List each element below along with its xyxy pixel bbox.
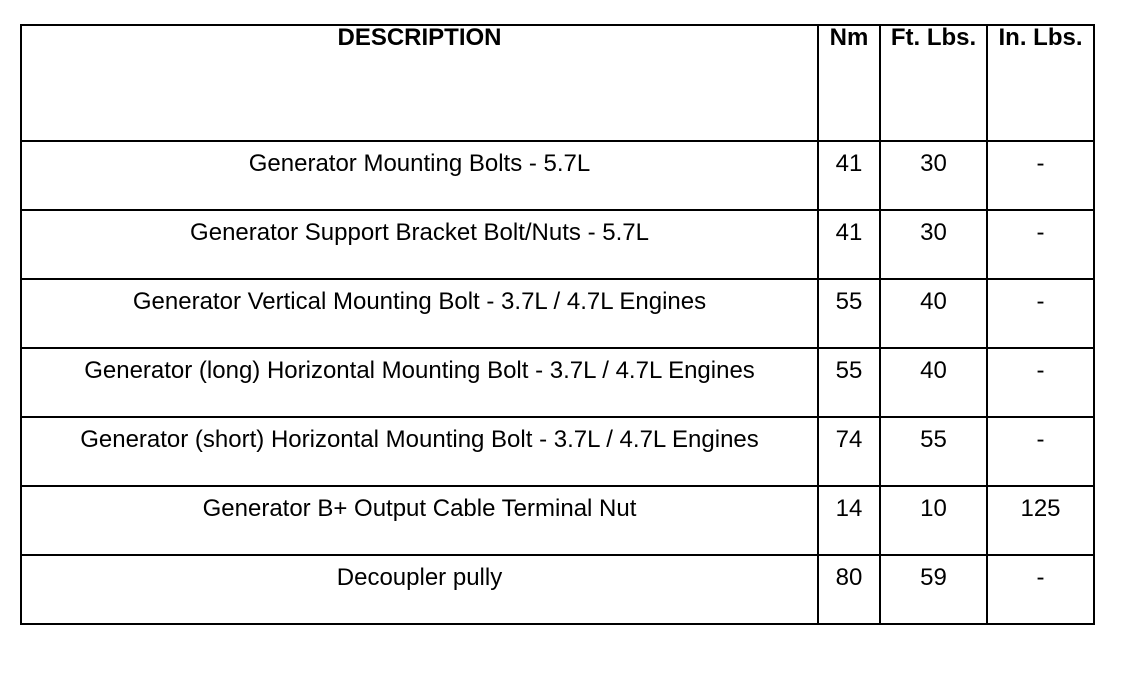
cell-in-lbs: - [987, 348, 1094, 417]
torque-spec-table [20, 24, 1095, 625]
cell-ft-lbs: 40 [880, 279, 987, 348]
cell-in-lbs: - [987, 141, 1094, 210]
cell-description: Generator Mounting Bolts - 5.7L [21, 141, 818, 210]
cell-in-lbs: - [987, 417, 1094, 486]
header-ft-lbs: Ft. Lbs. [880, 25, 987, 141]
cell-in-lbs: - [987, 555, 1094, 624]
cell-description: Generator B+ Output Cable Terminal Nut [21, 486, 818, 555]
cell-ft-lbs: 55 [880, 417, 987, 486]
header-description: DESCRIPTION [21, 25, 818, 141]
cell-ft-lbs: 40 [880, 348, 987, 417]
cell-description: Generator Support Bracket Bolt/Nuts - 5.7L [21, 210, 818, 279]
table-row [21, 210, 1094, 279]
cell-nm: 14 [818, 486, 880, 555]
cell-ft-lbs: 59 [880, 555, 987, 624]
cell-in-lbs: - [987, 210, 1094, 279]
cell-ft-lbs: 30 [880, 141, 987, 210]
cell-nm: 55 [818, 279, 880, 348]
cell-nm: 41 [818, 141, 880, 210]
cell-description: Generator Vertical Mounting Bolt - 3.7L / 4.7L Engines [21, 279, 818, 348]
table-row [21, 417, 1094, 486]
cell-description: Generator (long) Horizontal Mounting Bolt - 3.7L / 4.7L Engines [21, 348, 818, 417]
table-row [21, 486, 1094, 555]
header-nm: Nm [818, 25, 880, 141]
table-row [21, 279, 1094, 348]
header-in-lbs: In. Lbs. [987, 25, 1094, 141]
cell-nm: 80 [818, 555, 880, 624]
cell-ft-lbs: 10 [880, 486, 987, 555]
cell-description: Generator (short) Horizontal Mounting Bolt - 3.7L / 4.7L Engines [21, 417, 818, 486]
table-row [21, 555, 1094, 624]
table-row [21, 348, 1094, 417]
cell-description: Decoupler pully [21, 555, 818, 624]
cell-nm: 55 [818, 348, 880, 417]
cell-in-lbs: - [987, 279, 1094, 348]
table-row [21, 141, 1094, 210]
cell-ft-lbs: 30 [880, 210, 987, 279]
cell-in-lbs: 125 [987, 486, 1094, 555]
cell-nm: 41 [818, 210, 880, 279]
table-header-row [21, 25, 1094, 141]
cell-nm: 74 [818, 417, 880, 486]
